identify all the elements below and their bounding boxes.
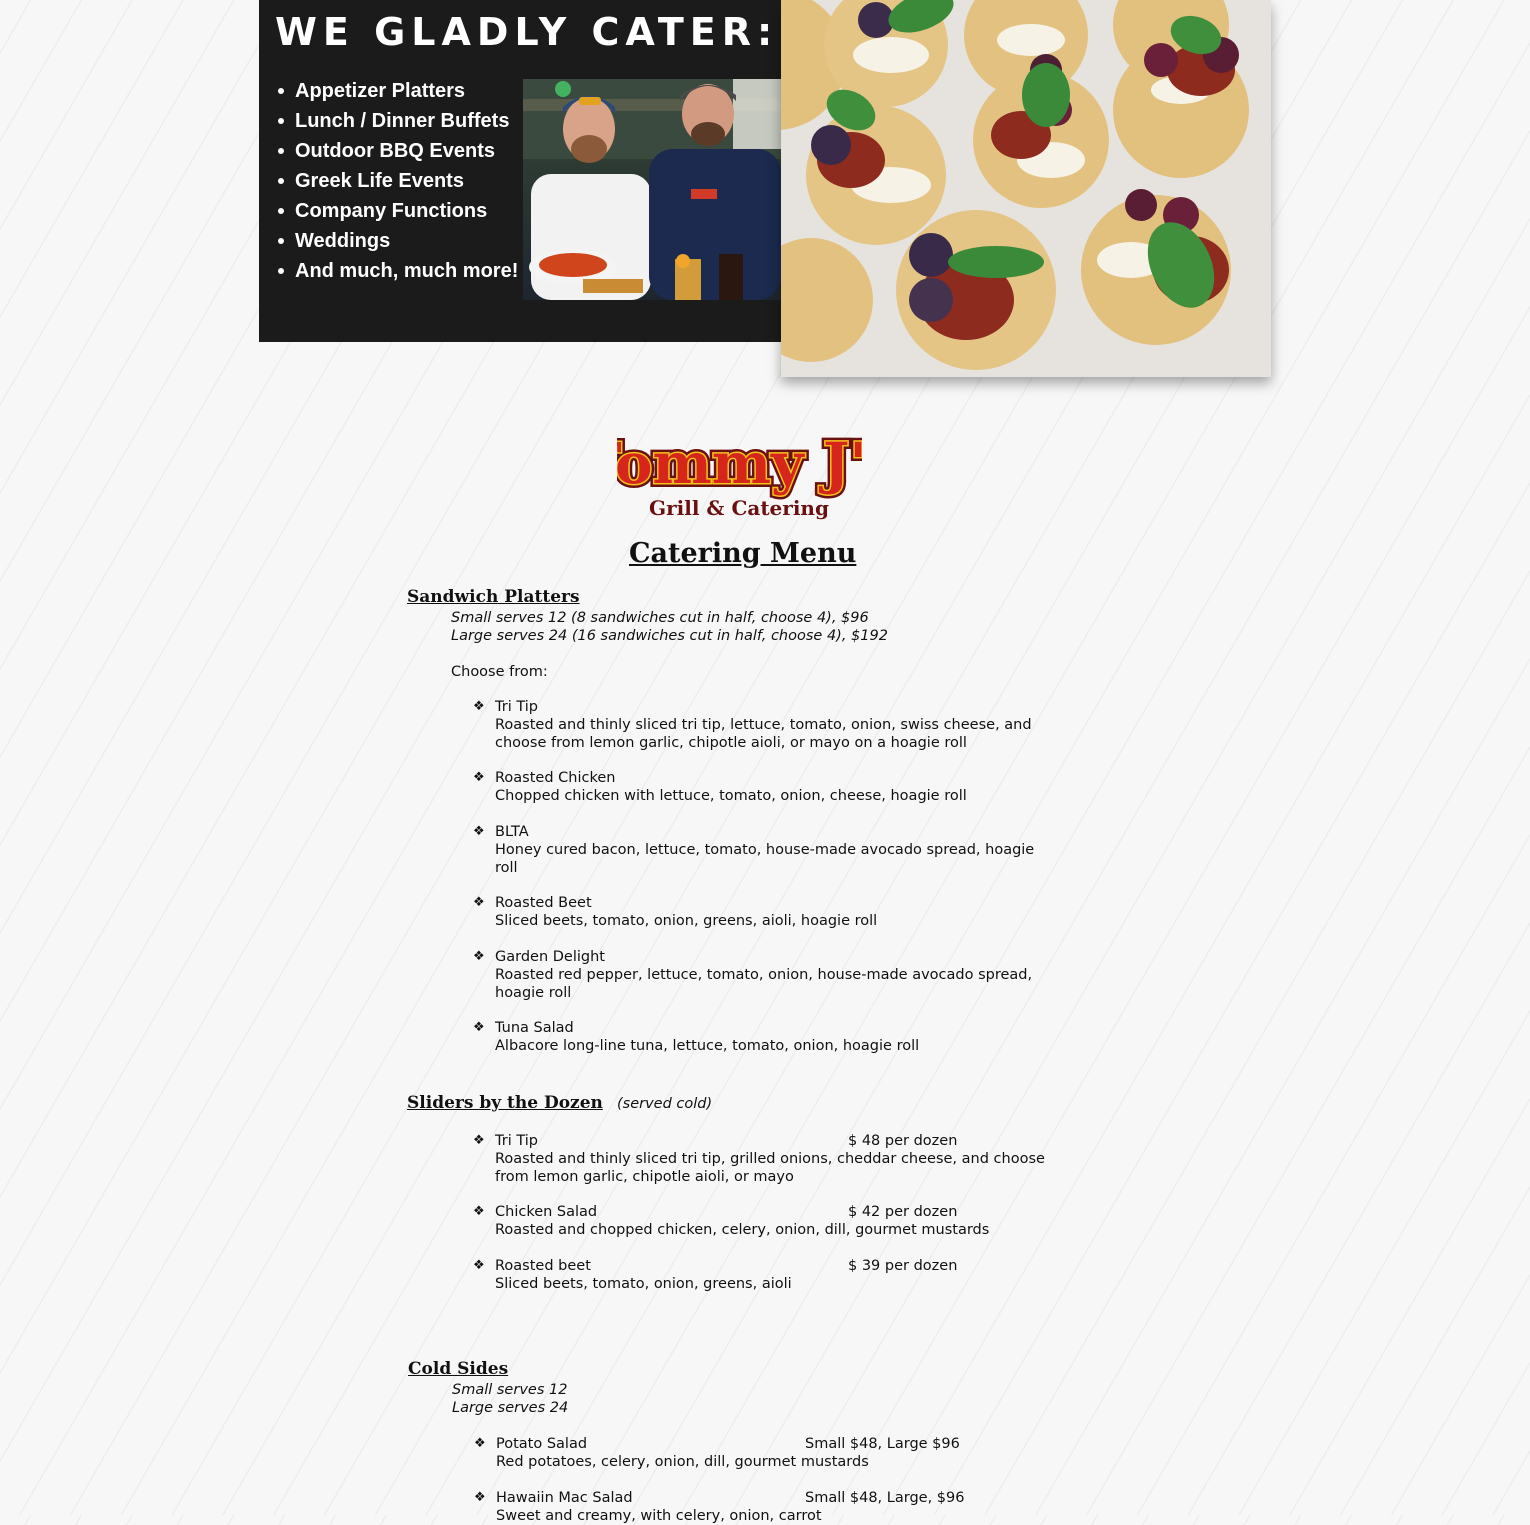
sliders-heading: Sliders by the Dozen bbox=[407, 1093, 603, 1113]
tommy-js-logo bbox=[617, 425, 862, 525]
diamond-bullet-icon: ❖ bbox=[474, 1490, 486, 1505]
cold-side-item-price: Small $48, Large $96 bbox=[805, 1436, 960, 1452]
sandwich-small-size: Small serves 12 (8 sandwiches cut in half, choose 4), $96 bbox=[451, 610, 869, 626]
sandwich-item-desc: hoagie roll bbox=[495, 985, 572, 1001]
sandwich-item-name: Tuna Salad bbox=[495, 1020, 574, 1036]
service-item: Lunch / Dinner Buffets bbox=[295, 108, 518, 138]
sandwich-item-name: Roasted Beet bbox=[495, 895, 592, 911]
staff-photo bbox=[523, 79, 781, 300]
service-item: Company Functions bbox=[295, 198, 518, 228]
cold-sides-heading: Cold Sides bbox=[408, 1359, 509, 1379]
sandwich-item-desc: Sliced beets, tomato, onion, greens, aioli, hoagie roll bbox=[495, 913, 878, 929]
sandwich-item-desc: Roasted red pepper, lettuce, tomato, onion, house-made avocado spread, bbox=[495, 967, 1033, 983]
sandwich-item-name: BLTA bbox=[495, 824, 529, 840]
slider-item-name: Roasted beet bbox=[495, 1258, 591, 1274]
sandwich-item-desc: choose from lemon garlic, chipotle aioli, or mayo on a hoagie roll bbox=[495, 735, 967, 751]
diamond-bullet-icon: ❖ bbox=[473, 770, 485, 785]
sandwich-item-desc: Honey cured bacon, lettuce, tomato, house-made avocado spread, hoagie bbox=[495, 842, 1035, 858]
sandwich-item-desc: roll bbox=[495, 860, 518, 876]
logo-subtitle: Grill & Catering bbox=[649, 496, 829, 520]
service-item: And much, much more! bbox=[295, 258, 518, 288]
sandwich-item-desc: Albacore long-line tuna, lettuce, tomato, onion, hoagie roll bbox=[495, 1038, 920, 1054]
cold-side-item-desc: Red potatoes, celery, onion, dill, gourmet mustards bbox=[496, 1454, 869, 1470]
slider-item-name: Chicken Salad bbox=[495, 1204, 598, 1220]
slider-item-price: $ 39 per dozen bbox=[848, 1258, 958, 1274]
cold-side-item-desc: Sweet and creamy, with celery, onion, carrot bbox=[496, 1508, 822, 1524]
cold-side-item-name: Hawaiin Mac Salad bbox=[496, 1490, 633, 1506]
cold-sides-large-size: Large serves 24 bbox=[452, 1400, 569, 1416]
sandwich-item-desc: Roasted and thinly sliced tri tip, lettuce, tomato, onion, swiss cheese, and bbox=[495, 717, 1032, 733]
sandwich-item-desc: Chopped chicken with lettuce, tomato, onion, cheese, hoagie roll bbox=[495, 788, 967, 804]
choose-from-label: Choose from: bbox=[451, 664, 548, 680]
sandwich-platters-heading: Sandwich Platters bbox=[407, 587, 580, 607]
service-item: Outdoor BBQ Events bbox=[295, 138, 518, 168]
slider-item-desc: Roasted and thinly sliced tri tip, grilled onions, cheddar cheese, and choose bbox=[495, 1151, 1045, 1167]
logo-wordmark: ommy J bbox=[617, 431, 850, 497]
slider-item-desc: from lemon garlic, chipotle aioli, or mayo bbox=[495, 1169, 794, 1185]
sandwich-item-name: Roasted Chicken bbox=[495, 770, 616, 786]
services-list bbox=[295, 78, 518, 288]
appetizer-photo bbox=[781, 0, 1271, 377]
slider-item-name: Tri Tip bbox=[495, 1133, 538, 1149]
diamond-bullet-icon: ❖ bbox=[473, 1258, 485, 1273]
diamond-bullet-icon: ❖ bbox=[473, 895, 485, 910]
menu-title: Catering Menu bbox=[629, 538, 857, 569]
service-item: Greek Life Events bbox=[295, 168, 518, 198]
diamond-bullet-icon: ❖ bbox=[473, 824, 485, 839]
sandwich-item-name: Tri Tip bbox=[495, 699, 538, 715]
banner-heading: WE GLADLY CATER: bbox=[275, 10, 779, 54]
sandwich-item-name: Garden Delight bbox=[495, 949, 605, 965]
cold-sides-small-size: Small serves 12 bbox=[452, 1382, 568, 1398]
diamond-bullet-icon: ❖ bbox=[473, 1020, 485, 1035]
cold-side-item-name: Potato Salad bbox=[496, 1436, 588, 1452]
sandwich-large-size: Large serves 24 (16 sandwiches cut in half, choose 4), $192 bbox=[451, 628, 888, 644]
slider-item-desc: Roasted and chopped chicken, celery, onion, dill, gourmet mustards bbox=[495, 1222, 990, 1238]
slider-item-price: $ 42 per dozen bbox=[848, 1204, 958, 1220]
logo-outline: ommy J bbox=[617, 431, 850, 497]
slider-item-price: $ 48 per dozen bbox=[848, 1133, 958, 1149]
service-item: Weddings bbox=[295, 228, 518, 258]
diamond-bullet-icon: ❖ bbox=[473, 1204, 485, 1219]
diamond-bullet-icon: ❖ bbox=[474, 1436, 486, 1451]
sliders-note: (served cold) bbox=[617, 1096, 713, 1112]
cold-side-item-price: Small $48, Large, $96 bbox=[805, 1490, 965, 1506]
diamond-bullet-icon: ❖ bbox=[473, 949, 485, 964]
diamond-bullet-icon: ❖ bbox=[473, 1133, 485, 1148]
slider-item-desc: Sliced beets, tomato, onion, greens, aioli bbox=[495, 1276, 792, 1292]
service-item: Appetizer Platters bbox=[295, 78, 518, 108]
diamond-bullet-icon: ❖ bbox=[473, 699, 485, 714]
